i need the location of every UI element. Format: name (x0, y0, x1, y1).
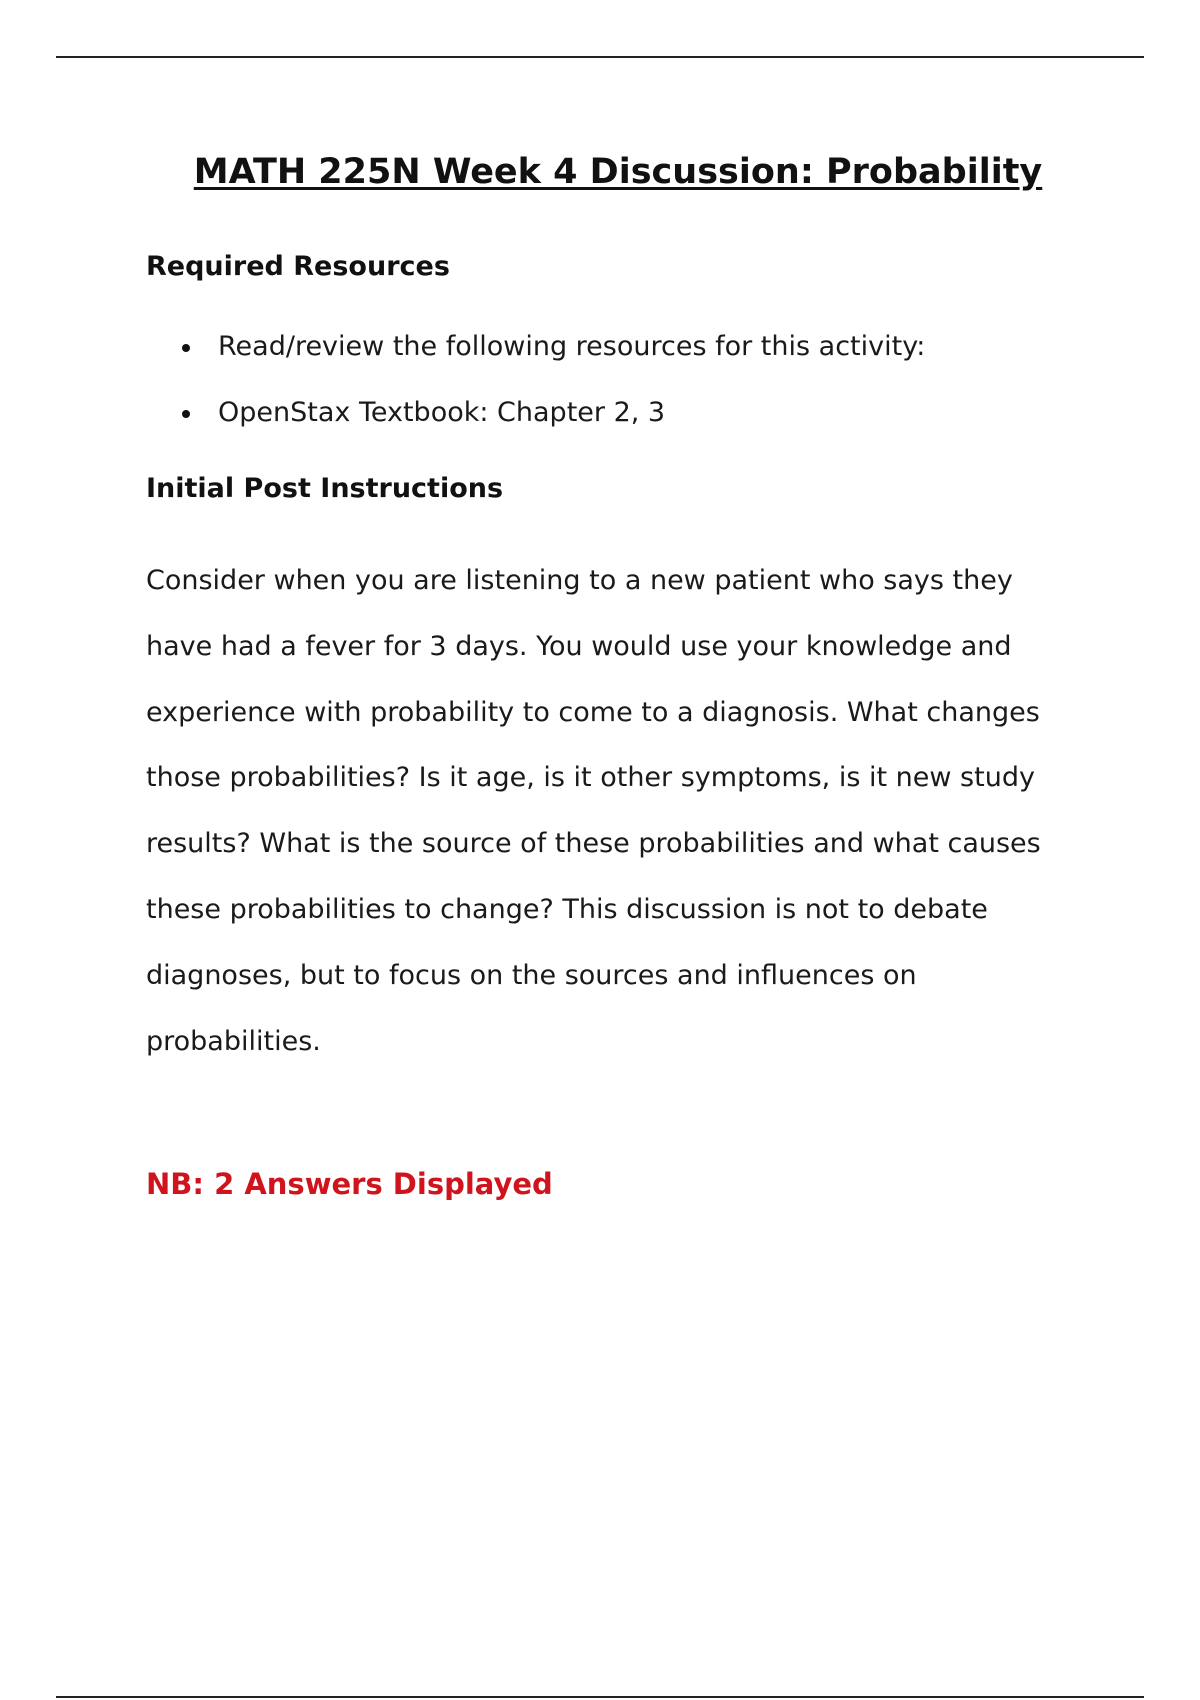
required-resources-heading: Required Resources (146, 251, 450, 282)
list-item (146, 396, 925, 430)
instructions-paragraph: Consider when you are listening to a new patient who says they have had a fever for 3 days. You would use your knowledge and experience with probability to come to a diagnosis. What changes those probabilities? Is it age, is it other symptoms, is it new study results? What is the source of these probabilities and what causes these probabilities to change? This discussion is not to debate diagnoses, but to focus on the sources and influences on probabilities. (146, 565, 1041, 1057)
bullet-icon (182, 344, 190, 352)
top-divider (56, 56, 1144, 58)
answers-note: NB: 2 Answers Displayed (146, 1167, 553, 1201)
resources-list (146, 330, 925, 462)
bullet-icon (182, 410, 190, 418)
initial-post-heading: Initial Post Instructions (146, 473, 504, 504)
list-item (146, 330, 925, 364)
document-title: MATH 225N Week 4 Discussion: Probability (193, 152, 1043, 192)
list-item-text: OpenStax Textbook: Chapter 2, 3 (218, 397, 666, 428)
list-item-text: Read/review the following resources for this activity: (218, 331, 926, 362)
bottom-divider (56, 1696, 1144, 1698)
